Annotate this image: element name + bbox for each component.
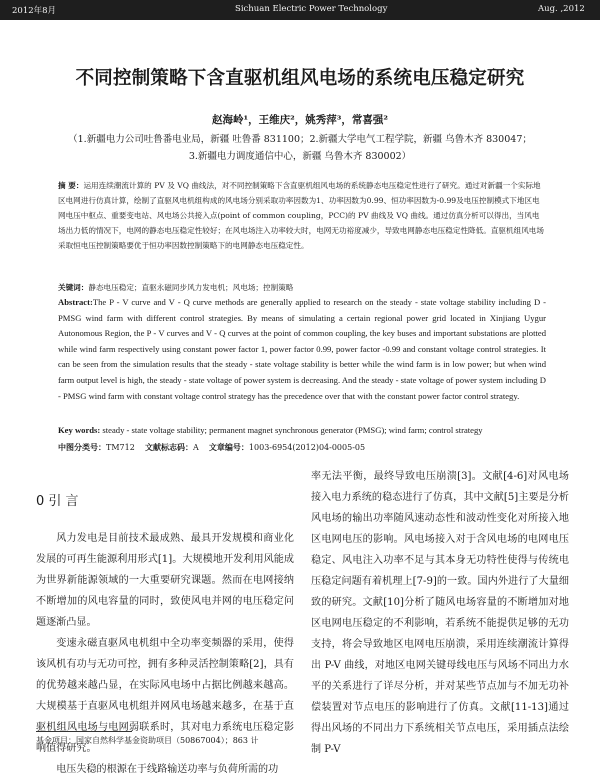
paper-title: 不同控制策略下含直驱机组风电场的系统电压稳定研究 [75, 68, 525, 89]
keywords-en-label: Key words: [58, 425, 101, 435]
clc-value: TM712 [106, 443, 135, 452]
clc-label: 中图分类号： [58, 442, 106, 452]
abstract-en-text: The P - V curve and V - Q curve methods are generally applied to research on the steady - state voltage stability including D - PMSG wind farm with different control strategies. By means of simulating a certain regional power grid located in Xinjiang Uygur Autonomous Region, the P - V curves and V - Q curves at the point of common coupling, the key buses and important substations are plotted while wind farm respectively using constant power factor 1, power factor 0.99, power factor -0.99 and constant voltage control strategies. It can be seen from the simulation results that the steady - state voltage stability is better while the wind farm is in low power; but when wind farm output level is high, the steady - state voltage of power system is decreasing. And the steady - state voltage of power system including D - PMSG wind farm with constant voltage control strategy has the precedence over that with the constant power factor control strategy. [58, 297, 546, 401]
footnote-rule [36, 731, 132, 732]
article-number-label: 文章编号： [208, 442, 249, 452]
abstract-en-label: Abstract: [58, 297, 93, 307]
article-number-value: 1003-6954(2012)04-0005-05 [248, 443, 366, 452]
affiliation-line-2: 3.新疆电力调度通信中心，新疆 乌鲁木齐 830002） [188, 151, 412, 162]
author-list: 赵海岭¹，王维庆²，姚秀萍³，常喜强² [212, 114, 388, 126]
abstract-cn [58, 178, 546, 281]
right-column [311, 466, 569, 755]
doc-code-value: A [192, 443, 199, 452]
paragraph-3: 电压失稳的根源在于线路输送功率与负荷所需的功 [56, 764, 279, 775]
keywords-en-text: steady - state voltage stability; permanent magnet synchronous generator (PMSG); wind farm; control strategy [102, 425, 483, 435]
keywords-en [58, 423, 546, 439]
header-date: 2012年8月 [12, 6, 57, 16]
running-header [0, 0, 600, 20]
affiliation-line-1: （1.新疆电力公司吐鲁番电业局，新疆 吐鲁番 831100；2.新疆大学电气工程学院，新疆 乌鲁木齐 830047； [68, 134, 532, 145]
header-date-en: Aug. ,2012 [538, 4, 585, 14]
paragraph-2: 变速永磁直驱风电机组中全功率变频器的采用，使得该风机有功与无功可控，拥有多种灵活控制策略[2]，具有的优势越来越凸显，在实际风电场中占据比例越来越高。大规模基于直驱风电机组并网风电场越来越多，在基于直驱机组风电场与电网弱联系时，其对电力系统电压稳定影响值得研究。 [36, 638, 294, 754]
footnote: 基金项目：国家自然科学基金资助项目（50867004）；863 计 [36, 736, 259, 745]
paragraph-1: 风力发电是目前技术最成熟、最具开发规模和商业化发展的可再生能源利用形式[1]。大规模地开发利用风能成为世界新能源领域的一大重要研究课题。然而在电网接纳不断增加的风电容量的同时，致使风电并网的电压稳定问题逐渐凸显。 [36, 533, 294, 628]
abstract-cn-text: 运用连续潮流计算的 PV 及 VQ 曲线法，对不同控制策略下含直驱机组风电场的系统静态电压稳定性进行了研究。通过对新疆一个实际地区电网进行仿真计算，绘制了直驱风电机组构成的风电场分别采取功率因数为1、功率因数为0.99、恒功率因数为-0.99及电压控制模式下地区电网电压中枢点、重要变电站、风电场公共接入点(point of common coupling，PCC)的 PV 曲线及 VQ 曲线。通过仿真分析可以得出，当风电场出力低的情况下，电网的静态电压稳定性较好；在风电场注入功率较大时，电网无功裕度减少，导致电网静态电压稳定性降低。直驱机组风电场采取恒电压控制策略要优于恒功率因数控制策略下的电网静态电压稳定性。 [58, 181, 544, 250]
doc-code-label: 文献标志码： [144, 442, 193, 452]
abstract-cn-label: 摘 要： [58, 181, 84, 190]
keywords-cn-label: 关键词： [58, 283, 89, 292]
keywords-cn-text: 静态电压稳定；直驱永磁同步风力发电机；风电场；控制策略 [88, 283, 294, 292]
classification-line [58, 440, 546, 455]
section-heading: 0 引 言 [36, 494, 79, 509]
abstract-en [58, 295, 546, 421]
keywords-cn [58, 280, 546, 295]
right-paragraph: 率无法平衡，最终导致电压崩溃[3]。文献[4-6]对风电场接入电力系统的稳态进行了仿真，其中文献[5]主要是分析风电场的输出功率随风速动态性和波动性变化对所接入地区电网电压的影响。风电场接入对于含风电场的电网电压稳定、风电注入功率不足与其本身无功特性使得与传统电压稳定问题有着机理上[7-9]的一致。国内外进行了大量细致的研究。文献[10]分析了随风电场容量的不断增加对地区电网电压稳定的不利影响，若系统不能提供足够的无功支持，将会导致地区电网电压崩溃，采用连续潮流计算得出 P-V 曲线，对地区电网关键母线电压与风场不同出力水平的关系进行了详尽分析，并对某些节点加与不加无功补偿装置对节点电压的影响进行了仿真。文献[11-13]通过得出风场的不同出力下系统相关节点电压，采用插点法绘制 P-V [311, 471, 569, 755]
header-journal: Sichuan Electric Power Technology [235, 4, 388, 14]
